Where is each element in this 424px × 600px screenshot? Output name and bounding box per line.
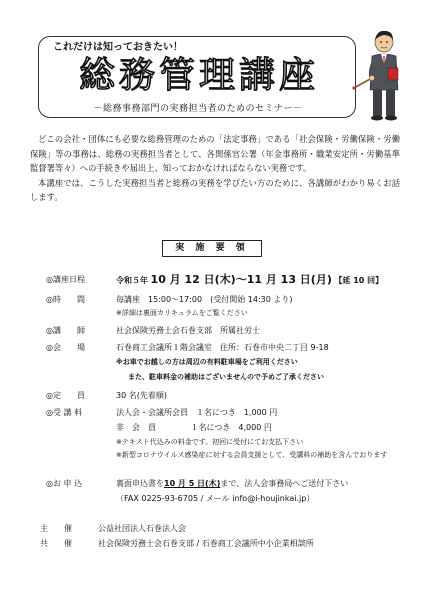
venue-note-1: ※お車でお越しの方は周辺の有料駐車場をご利用ください (116, 358, 298, 366)
host-row (40, 523, 186, 534)
apply-contact: （FAX 0225-93-6705 / メール info@i-houjinkai.jp） (116, 494, 315, 503)
fee-note-2: ※新型コロナウイルス感染症に対する会員支援として、受講料の補助を含んでおります (116, 451, 388, 459)
catch-phrase: これだけは知っておきたい！ (50, 38, 186, 53)
venue-value: 石巻商工会議所１階会議室 住所：石巻市中央二丁目 9-18 (116, 343, 329, 352)
schedule-range: 10 月 12 日(木)～11 月 13 日(月) (150, 273, 332, 286)
fee-member: 法人会・会議所会員 １名につき 1,000 円 (116, 408, 278, 417)
lecturer-value: 社会保険労務士会石巻支部 所属社労士 (116, 326, 260, 335)
time-value: 毎講座 15:00～17:00 (受付開始 14:30 より) (116, 295, 293, 304)
cohost-label: 共 催 (40, 539, 72, 548)
apply-post: まで、法人会事務局へご送付下さい (220, 479, 349, 488)
intro-paragraph-2: 本講座では、こうした実務担当者と総務の実務を学びたい方のために、各講師がわかり易くお話します。 (30, 177, 400, 203)
schedule-era: 令和５年 (116, 276, 148, 285)
capacity-value: 30 名(先着順) (116, 391, 167, 400)
time-label: ◎時 間 (46, 295, 85, 304)
schedule-label: ◎講座日程 (46, 275, 85, 284)
fee-label: ◎受 講 料 (46, 408, 83, 417)
venue-note-2: また、駐車料金の補助はございませんので予めご了承ください (128, 373, 324, 381)
cohost-row (40, 538, 314, 549)
cohost-value: 社会保険労務士会石巻支部 / 石巻商工会議所中小企業相談所 (98, 539, 314, 548)
apply-pre: 裏面申込書を (116, 479, 164, 488)
fee-note-1: ※テキスト代込みの料金です。初回に受付にてお支払下さい (116, 438, 304, 446)
host-value: 公益社団法人石巻法人会 (98, 524, 186, 533)
apply-label: ◎お 申 込 (46, 479, 83, 488)
section-heading: 実 施 要 領 (162, 240, 262, 257)
page-subtitle: －総務事務部門の実務担当者のためのセミナー－ (93, 104, 303, 114)
schedule-count: 【延 10 回】 (334, 276, 384, 285)
host-label: 主 催 (40, 524, 72, 533)
lecturer-label: ◎講 師 (46, 326, 85, 335)
venue-label: ◎会 場 (46, 343, 85, 352)
capacity-label: ◎定 員 (46, 391, 85, 400)
fee-nonmember: 非 会 員 １名につき 4,000 円 (116, 423, 272, 432)
intro-paragraph-1: どこの会社・団体にも必要な総務管理のための「法定事務」である「社会保険・労働保険・労働保険」等の事務は、総務の実務担当者として、各関係官公署（年金事務所・職業安定所・労働基準監督署等々）への手続きや届出上、知っておかなければならない実務です。 (30, 134, 400, 174)
page-title: 総務管理講座 (78, 55, 319, 96)
teacher-illustration (350, 28, 406, 124)
apply-deadline: 10 月 5 日(木) (164, 479, 221, 488)
time-note: ※詳細は裏面カリキュラムをご覧ください (116, 309, 248, 317)
intro-text (30, 132, 400, 205)
